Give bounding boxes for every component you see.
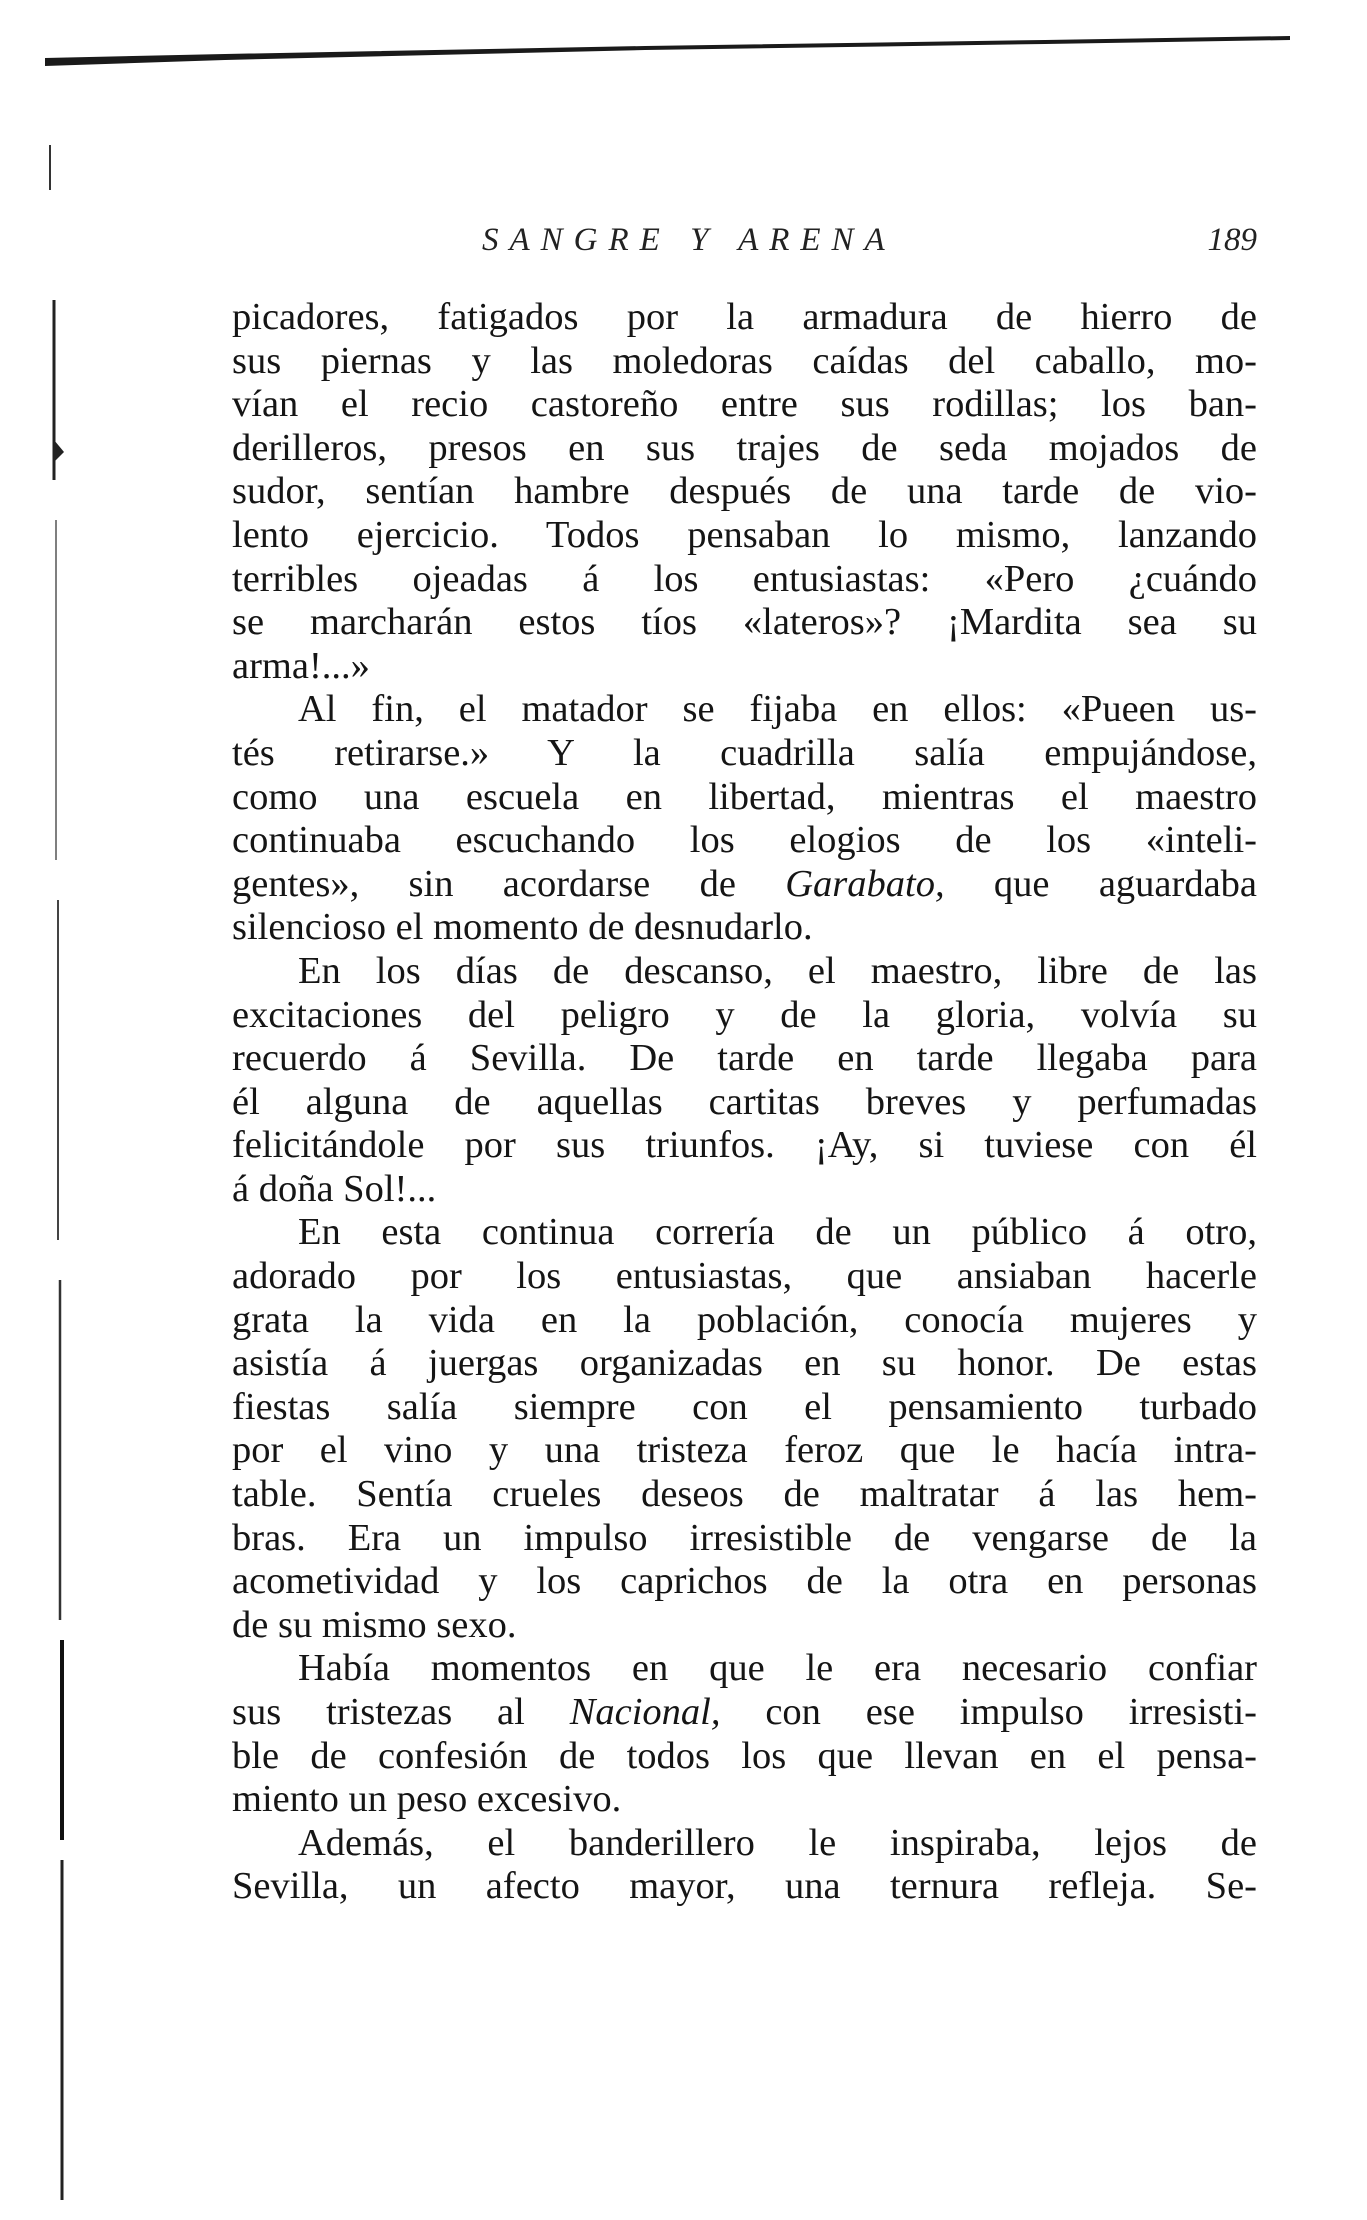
page-number: 189 [1207, 222, 1257, 258]
text-line: Además, el banderillero le inspiraba, lejos de [298, 1821, 1257, 1864]
text-line: adorado por los entusiastas, que ansiaban hacerle [232, 1255, 1257, 1298]
book-page [232, 210, 1257, 1909]
text-line: Al fin, el matador se fijaba en ellos: «Pueen us- [298, 688, 1257, 731]
text-line: asistía á juergas organizadas en su honor. De estas [232, 1342, 1257, 1385]
text-line: lento ejercicio. Todos pensaban lo mismo, lanzando [232, 513, 1257, 556]
text-line: silencioso el momento de desnudarlo. [232, 906, 813, 949]
text-line: grata la vida en la población, conocía mujeres y [232, 1298, 1257, 1341]
text-line: Sevilla, un afecto mayor, una ternura refleja. Se- [232, 1865, 1257, 1908]
text-line: picadores, fatigados por la armadura de hierro de [232, 296, 1257, 338]
text-line: á doña Sol!... [232, 1167, 437, 1210]
text-line: tés retirarse.» Y la cuadrilla salía empujándose, [232, 731, 1257, 774]
text-line: Había momentos en que le era necesario confiar [298, 1647, 1257, 1690]
text-line: derilleros, presos en sus trajes de seda mojados de [232, 426, 1257, 469]
text-line: gentes», sin acordarse de Garabato, que aguardaba [232, 862, 1258, 905]
text-line: ble de confesión de todos los que llevan en el pensa- [232, 1734, 1257, 1777]
top-edge-scan-rule [45, 28, 1290, 68]
text-line: como una escuela en libertad, mientras el maestro [232, 775, 1257, 818]
text-line: felicitándole por sus triunfos. ¡Ay, si tuviese con él [232, 1124, 1257, 1167]
text-line: sus tristezas al Nacional, con ese impulso irresisti- [232, 1691, 1257, 1733]
italic-name: Garabato, [785, 862, 945, 905]
body-text [232, 296, 1257, 1909]
text-line: bras. Era un impulso irresistible de vengarse de la [232, 1516, 1257, 1559]
text-line: En esta continua correría de un público á otro, [298, 1211, 1257, 1254]
text-line: arma!...» [232, 644, 370, 687]
book-title: SANGRE Y ARENA [482, 222, 896, 258]
text-line: por el vino y una tristeza feroz que le hacía intra- [232, 1429, 1257, 1472]
text-line: recuerdo á Sevilla. De tarde en tarde llegaba para [232, 1037, 1257, 1080]
text-line: sus piernas y las moledoras caídas del caballo, mo- [232, 339, 1257, 382]
text-line: excitaciones del peligro y de la gloria, volvía su [232, 993, 1257, 1036]
text-line: En los días de descanso, el maestro, libre de las [298, 949, 1257, 992]
text-line: se marcharán estos tíos «lateros»? ¡Mardita sea su [232, 601, 1257, 644]
text-line: terribles ojeadas á los entusiastas: «Pero ¿cuándo [232, 557, 1257, 600]
text-line: table. Sentía crueles deseos de maltratar á las hem- [232, 1473, 1257, 1516]
text-line: continuaba escuchando los elogios de los «inteli- [232, 819, 1257, 862]
italic-name: Nacional, [569, 1691, 721, 1733]
text-line: fiestas salía siempre con el pensamiento turbado [232, 1385, 1257, 1428]
text-line: sudor, sentían hambre después de una tarde de vio- [232, 470, 1257, 513]
text-line: acometividad y los caprichos de la otra en personas [232, 1560, 1257, 1603]
text-line: vían el recio castoreño entre sus rodillas; los ban- [232, 383, 1257, 426]
text-line: él alguna de aquellas cartitas breves y perfumadas [232, 1080, 1257, 1123]
text-line: miento un peso excesivo. [232, 1778, 622, 1821]
left-edge-scan-marks [40, 140, 80, 2220]
text-line: de su mismo sexo. [232, 1603, 517, 1646]
running-head [232, 210, 1257, 270]
